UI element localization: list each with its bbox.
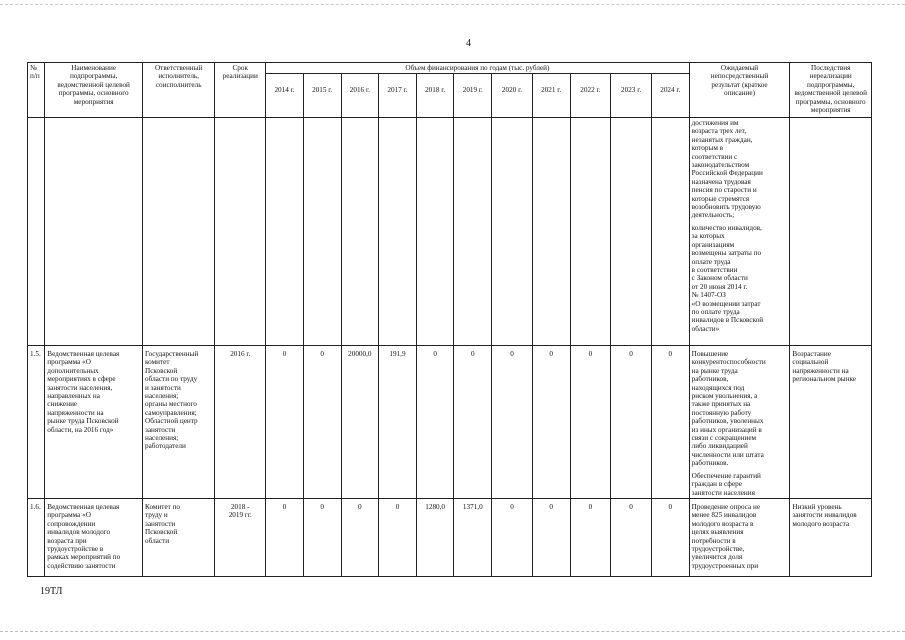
funding-value: 1371,0: [454, 499, 492, 577]
line: области по труду: [145, 375, 198, 384]
line: нереализации: [809, 72, 852, 81]
line: снижение: [47, 400, 78, 409]
line: работников.: [691, 459, 729, 468]
funding-value: [266, 118, 304, 346]
header-year: 2019 г.: [454, 74, 492, 118]
line: трудоустройстве в: [47, 545, 104, 554]
line: подпрограммы,: [69, 72, 118, 81]
row-name: [45, 118, 143, 346]
row-consequences: [790, 346, 872, 499]
line: содействию занятости: [47, 561, 116, 570]
line: 2019 гг.: [228, 511, 252, 520]
line: мероприятия: [73, 97, 114, 106]
funding-value: 0: [611, 346, 652, 499]
header-funding-group: Объем финансирования по годам (тыс. рублей): [266, 63, 689, 74]
scan-bottom-edge: [0, 631, 905, 632]
row-executor: [143, 499, 215, 577]
line: занятости: [145, 519, 176, 528]
line: «О возмещении затрат: [691, 299, 761, 308]
line: находящихся под: [691, 383, 745, 392]
line: трудоустройстве,: [691, 545, 745, 554]
header-year: 2020 г.: [492, 74, 533, 118]
line: ведомственной целевой: [794, 89, 867, 98]
funding-value: 0: [532, 346, 570, 499]
line: в соответствии: [691, 265, 738, 274]
funding-value: [416, 118, 454, 346]
line: возраста трех лет,: [691, 127, 747, 136]
funding-value: [379, 118, 417, 346]
line: социальной: [792, 358, 829, 367]
line: органы местного: [145, 400, 197, 409]
row-num: 1.5.: [28, 346, 45, 499]
line: Псковской: [145, 366, 178, 375]
line: организациям: [691, 240, 735, 249]
row-name: [45, 499, 143, 577]
line: инвалидов в Псковской: [691, 316, 764, 325]
line: либо ликвидацией: [691, 442, 748, 451]
line: и занятости: [145, 383, 181, 392]
line: занятости инвалидов: [792, 511, 857, 520]
funding-value: [454, 118, 492, 346]
funding-value: 0: [416, 346, 454, 499]
line: потребности в: [691, 536, 736, 545]
line: целях выявления: [691, 528, 744, 537]
line: Областной центр: [145, 417, 198, 426]
line: Ожидаемый: [720, 64, 759, 72]
row-period: [215, 118, 266, 346]
header-period: [215, 63, 266, 118]
line: соответствии с: [691, 152, 738, 161]
line: рамках мероприятий по: [47, 553, 121, 562]
header-name: [45, 63, 143, 118]
row-num: 1.6.: [28, 499, 45, 577]
header-year: 2015 г.: [303, 74, 341, 118]
row-name: [45, 346, 143, 499]
funding-value: 0: [651, 346, 689, 499]
line: законодательством: [691, 161, 750, 170]
line: из иных организаций в: [691, 425, 762, 434]
line: результат (краткое: [711, 80, 768, 89]
funding-value: 0: [303, 499, 341, 577]
funding-value: 0: [266, 499, 304, 577]
line: работников, уволенных: [691, 417, 764, 426]
line: связи с сокращением: [691, 434, 757, 443]
line: численности или штата: [691, 450, 764, 459]
line: молодого возраста: [792, 519, 850, 528]
page-number: 4: [466, 38, 471, 49]
line: трудоустроенных при: [691, 561, 759, 570]
line: Комитет по: [145, 503, 181, 511]
table-row: [28, 346, 872, 499]
line: Срок: [232, 64, 248, 72]
funding-value: 0: [454, 346, 492, 499]
row-period: [215, 346, 266, 499]
row-result: [689, 118, 790, 346]
line: пенсия по старости и: [691, 186, 757, 195]
table-row: [28, 118, 872, 346]
line: с Законом области: [691, 274, 748, 283]
header-year: 2024 г.: [651, 74, 689, 118]
line: подпрограммы,: [807, 80, 855, 89]
header-consequences: [790, 63, 872, 118]
line: мероприятия: [810, 106, 851, 115]
line: назначена трудовая: [691, 177, 751, 186]
line: занятости населения: [691, 488, 755, 497]
funding-value: 0: [611, 499, 652, 577]
line: исполнитель,: [158, 72, 199, 81]
row-executor: [143, 118, 215, 346]
funding-value: 0: [492, 346, 533, 499]
line: незанятых граждан,: [691, 135, 753, 144]
line: Наименование: [71, 64, 117, 72]
header-year: 2021 г.: [532, 74, 570, 118]
line: Государственный: [145, 350, 199, 358]
line: ведомственной целевой: [57, 80, 130, 89]
row-result: [689, 499, 790, 577]
line: Последствия: [811, 64, 851, 72]
row-num: [28, 118, 45, 346]
line: напряженности на: [792, 366, 849, 375]
header-year: 2017 г.: [379, 74, 417, 118]
funding-value: [532, 118, 570, 346]
line: описание): [723, 89, 756, 98]
line: риском увольнения, а: [691, 392, 758, 401]
line: по оплате труда: [691, 307, 740, 316]
funding-value: [341, 118, 379, 346]
line: Ведомственная целевая: [47, 350, 120, 358]
funding-value: 0: [379, 499, 417, 577]
funding-value: 0: [266, 346, 304, 499]
table-row: [28, 499, 872, 577]
header-num: № п/п: [28, 63, 45, 118]
funding-value: [492, 118, 533, 346]
header-result: [689, 63, 790, 118]
line: программы, основного: [58, 89, 129, 98]
line: Ответственный: [154, 64, 203, 72]
line: Псковской: [145, 528, 178, 537]
funding-value: 20000,0: [341, 346, 379, 499]
line: области, на 2016 год»: [47, 425, 114, 434]
line: Ведомственная целевая: [47, 503, 120, 511]
line: граждан в сфере: [691, 480, 742, 489]
document-code: 19ТЛ: [40, 586, 63, 597]
line: сопровождении: [47, 519, 96, 528]
line: реализации: [222, 72, 258, 81]
funding-value: 191,9: [379, 346, 417, 499]
line: региональном рынке: [792, 375, 856, 384]
funding-value: [303, 118, 341, 346]
header-year: 2018 г.: [416, 74, 454, 118]
scan-top-edge: [0, 4, 905, 5]
line: менее 825 инвалидов: [691, 511, 757, 520]
line: молодого возраста в: [691, 519, 754, 528]
line: соисполнитель: [155, 80, 202, 89]
header-year: 2014 г.: [266, 74, 304, 118]
line: 2016 г.: [230, 350, 251, 358]
line: Низкий уровень: [792, 503, 842, 511]
funding-value: [651, 118, 689, 346]
line: рынке труда Псковской: [47, 417, 119, 426]
line: Обеспечение гарантий: [691, 471, 761, 480]
header-year: 2023 г.: [611, 74, 652, 118]
row-consequences: [790, 499, 872, 577]
line: 2018 -: [230, 503, 250, 511]
funding-value: 0: [570, 346, 611, 499]
line: Российской Федерации: [691, 169, 763, 178]
line: которые стремятся: [691, 194, 750, 203]
line: также принятых на: [691, 400, 751, 409]
line: достижения им: [691, 119, 739, 127]
line: количество инвалидов,: [691, 223, 762, 232]
line: населения;: [145, 392, 179, 401]
line: программа «О: [47, 511, 91, 520]
line: увеличится доля: [691, 553, 743, 562]
funding-value: 0: [651, 499, 689, 577]
line: непосредственный: [710, 72, 769, 81]
line: постоянную работу: [691, 408, 752, 417]
line: Возрастание: [792, 350, 831, 358]
line: самоуправления;: [145, 408, 197, 417]
line: за которых: [691, 232, 725, 241]
line: возмещены затраты по: [691, 249, 762, 258]
row-period: [215, 499, 266, 577]
line: работодатели: [145, 442, 186, 451]
line: инвалидов молодого: [47, 528, 111, 537]
line: комитет: [145, 358, 170, 367]
line: Проведение опроса не: [691, 503, 761, 511]
row-executor: [143, 346, 215, 499]
header-executor: [143, 63, 215, 118]
funding-value: 1280,0: [416, 499, 454, 577]
funding-value: 0: [341, 499, 379, 577]
line: возобновить трудовую: [691, 203, 761, 212]
line: конкурентоспособности: [691, 358, 766, 367]
line: оплате труда: [691, 257, 731, 266]
line: № 1407-ОЗ: [691, 291, 726, 300]
line: населения;: [145, 434, 179, 443]
row-result: [689, 346, 790, 499]
line: работников,: [691, 375, 729, 384]
funding-value: [570, 118, 611, 346]
line: программа «О: [47, 358, 91, 367]
funding-value: 0: [532, 499, 570, 577]
line: дополнительных: [47, 366, 99, 375]
funding-value: 0: [492, 499, 533, 577]
funding-value: 0: [303, 346, 341, 499]
funding-value: 0: [570, 499, 611, 577]
line: области: [145, 536, 170, 545]
line: напряженности на: [47, 408, 104, 417]
line: деятельность;: [691, 211, 735, 220]
line: на рынке труда: [691, 366, 738, 375]
line: от 20 июня 2014 г.: [691, 282, 748, 291]
line: мероприятиях в сфере: [47, 375, 116, 384]
line: которым в: [691, 144, 724, 153]
funding-table: [27, 62, 872, 577]
line: возраста при: [47, 536, 87, 545]
line: области»: [691, 324, 720, 333]
line: направленных на: [47, 392, 100, 401]
row-consequences: [790, 118, 872, 346]
line: занятости: [145, 425, 176, 434]
line: Повышение: [691, 350, 729, 358]
line: занятости населения,: [47, 383, 113, 392]
funding-value: [611, 118, 652, 346]
line: программы, основного: [795, 97, 866, 106]
header-year: 2022 г.: [570, 74, 611, 118]
line: труду и: [145, 511, 168, 520]
header-year: 2016 г.: [341, 74, 379, 118]
